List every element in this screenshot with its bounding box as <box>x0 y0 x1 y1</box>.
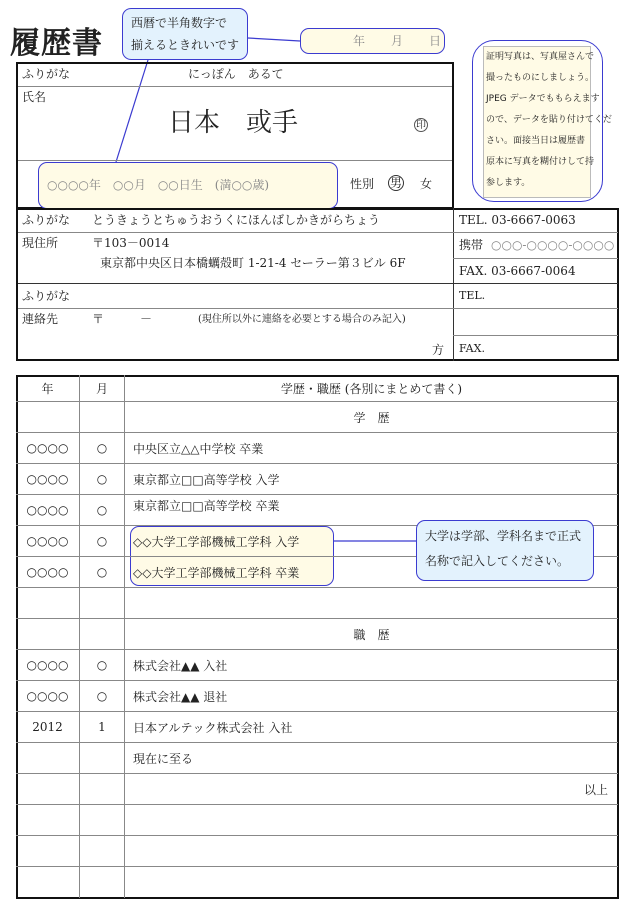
row-year[interactable] <box>16 867 80 898</box>
table-row <box>16 464 618 495</box>
row-content[interactable]: 株式会社▲▲ 入社 <box>133 658 228 673</box>
callout-text: 大学は学部、学科名まで正式 <box>425 529 582 543</box>
row-month[interactable]: ○ <box>80 557 125 587</box>
contact-furigana-label: ふりがな <box>22 289 71 303</box>
row-month[interactable] <box>80 836 125 866</box>
table-row <box>16 805 618 836</box>
row-year[interactable]: ○○○○ <box>16 526 80 556</box>
row-content[interactable]: 現在に至る <box>133 751 194 766</box>
row-month[interactable] <box>80 402 125 432</box>
address-furigana[interactable]: とうきょうとちゅうおうくにほんばしかきがらちょう <box>92 213 381 227</box>
photo-tip-line: 証明写真は、写真屋さんで <box>486 52 595 62</box>
row-content[interactable]: 中央区立△△中学校 卒業 <box>133 441 264 456</box>
photo-tip-line: 原本に写真を糊付けして持 <box>486 157 595 167</box>
row-content[interactable] <box>125 805 618 835</box>
row-month[interactable]: ○ <box>80 433 125 463</box>
row-content[interactable]: ◇◇大学工学部機械工学科 卒業 <box>133 565 300 580</box>
row-content[interactable]: 株式会社▲▲ 退社 <box>133 689 228 704</box>
callout-text: 西暦で半角数字で <box>131 16 228 30</box>
table-row <box>16 836 618 867</box>
address-furigana-label: ふりがな <box>22 213 71 227</box>
row-month[interactable] <box>80 774 125 804</box>
table-row <box>16 588 618 619</box>
photo-callout <box>472 40 612 202</box>
row-month[interactable] <box>80 619 125 649</box>
name-furigana[interactable]: にっぽん あるて <box>188 67 284 81</box>
row-content[interactable]: 職 歴 <box>353 627 390 642</box>
row-month[interactable] <box>80 867 125 898</box>
history-header <box>16 375 618 402</box>
row-content[interactable] <box>125 588 618 618</box>
name-label: 氏名 <box>22 90 47 104</box>
table-row <box>16 681 618 712</box>
row-year[interactable] <box>16 836 80 866</box>
row-year[interactable]: ○○○○ <box>16 495 80 525</box>
address-value[interactable]: 東京都中央区日本橋蠣殻町 1-21-4 セーラー第３ビル 6F <box>100 256 406 270</box>
photo-tip-line: 参します。 <box>486 178 531 188</box>
birth-date: ○○○○年 ○○月 ○○日生 (満○○歳) <box>47 178 270 192</box>
seal-icon: 印 <box>416 120 426 131</box>
table-row <box>16 712 618 743</box>
row-year[interactable]: 2012 <box>16 712 80 742</box>
row-year[interactable]: ○○○○ <box>16 464 80 494</box>
address-box <box>16 208 619 361</box>
page-title: 履歴書 <box>10 26 103 61</box>
table-row <box>16 433 618 464</box>
row-month[interactable] <box>80 588 125 618</box>
header-year: 年 <box>16 375 80 401</box>
contact-tel[interactable]: TEL. <box>459 289 486 302</box>
row-content[interactable]: 以上 <box>583 782 608 797</box>
table-row <box>16 867 618 898</box>
address-postal[interactable]: 〒103－0014 <box>92 236 170 250</box>
school-name-callout <box>416 520 594 581</box>
photo-area[interactable] <box>483 46 612 198</box>
row-month[interactable]: ○ <box>80 681 125 711</box>
contact-suffix: 方 <box>432 343 445 357</box>
row-content[interactable] <box>125 836 618 866</box>
row-year[interactable] <box>16 743 80 773</box>
mobile-label: 携帯 <box>459 238 484 252</box>
row-month[interactable]: ○ <box>80 650 125 680</box>
address-tel[interactable]: TEL. 03-6667-0063 <box>459 213 576 227</box>
row-content[interactable]: 東京都立□□高等学校 入学 <box>133 472 280 487</box>
row-content[interactable] <box>125 867 618 898</box>
contact-label: 連絡先 <box>22 312 59 326</box>
birth-date-field[interactable] <box>38 162 338 209</box>
row-content[interactable]: 東京都立□□高等学校 卒業 <box>133 499 280 513</box>
address-fax[interactable]: FAX. 03-6667-0064 <box>459 264 576 278</box>
table-row <box>16 402 618 433</box>
callout-text: 揃えるときれいです <box>131 38 240 52</box>
photo-tip-line: さい。面接当日は履歴書 <box>486 136 586 146</box>
row-month[interactable]: ○ <box>80 526 125 556</box>
row-month[interactable]: ○ <box>80 495 125 525</box>
year-format-callout <box>122 8 248 60</box>
row-year[interactable]: ○○○○ <box>16 557 80 587</box>
gender-male[interactable]: 男 <box>389 176 402 190</box>
header-content: 学歴・職歴 (各別にまとめて書く) <box>280 381 463 396</box>
table-row <box>16 619 618 650</box>
photo-tip-line: ので、データを貼り付けてくだ <box>486 115 612 125</box>
table-row <box>16 743 618 774</box>
date-month: 月 <box>391 34 404 48</box>
row-year[interactable]: ○○○○ <box>16 681 80 711</box>
mobile-number[interactable]: ○○○-○○○○-○○○○ <box>491 238 615 252</box>
contact-postal[interactable]: 〒 － <box>92 312 153 326</box>
gender-female[interactable]: 女 <box>420 177 433 191</box>
row-year[interactable] <box>16 774 80 804</box>
photo-tip-line: JPEG データでももらえます <box>486 94 600 104</box>
row-year[interactable] <box>16 402 80 432</box>
table-row <box>16 774 618 805</box>
address-label: 現住所 <box>22 236 59 250</box>
row-year[interactable]: ○○○○ <box>16 433 80 463</box>
date-year: 年 <box>353 34 366 48</box>
contact-fax[interactable]: FAX. <box>459 342 485 355</box>
furigana-label: ふりがな <box>22 67 71 81</box>
row-year[interactable] <box>16 588 80 618</box>
row-content[interactable]: 学 歴 <box>353 410 390 425</box>
header-month: 月 <box>80 375 125 401</box>
row-year[interactable]: ○○○○ <box>16 650 80 680</box>
callout-text: 名称で記入してください。 <box>425 554 570 568</box>
row-month[interactable]: 1 <box>80 712 125 742</box>
row-year[interactable] <box>16 805 80 835</box>
row-month[interactable]: ○ <box>80 464 125 494</box>
row-month[interactable] <box>80 743 125 773</box>
table-row <box>16 650 618 681</box>
row-year[interactable] <box>16 619 80 649</box>
date-day: 日 <box>429 34 442 48</box>
row-month[interactable] <box>80 805 125 835</box>
row-content[interactable]: ◇◇大学工学部機械工学科 入学 <box>133 534 300 549</box>
name-value[interactable]: 日本 或手 <box>168 108 299 138</box>
gender-label: 性別 <box>350 177 375 191</box>
photo-tip-line: 撮ったものにしましょう。 <box>486 73 595 83</box>
row-content[interactable]: 日本アルテック株式会社 入社 <box>133 720 293 735</box>
contact-note: (現住所以外に連絡を必要とする場合のみ記入) <box>198 314 406 325</box>
